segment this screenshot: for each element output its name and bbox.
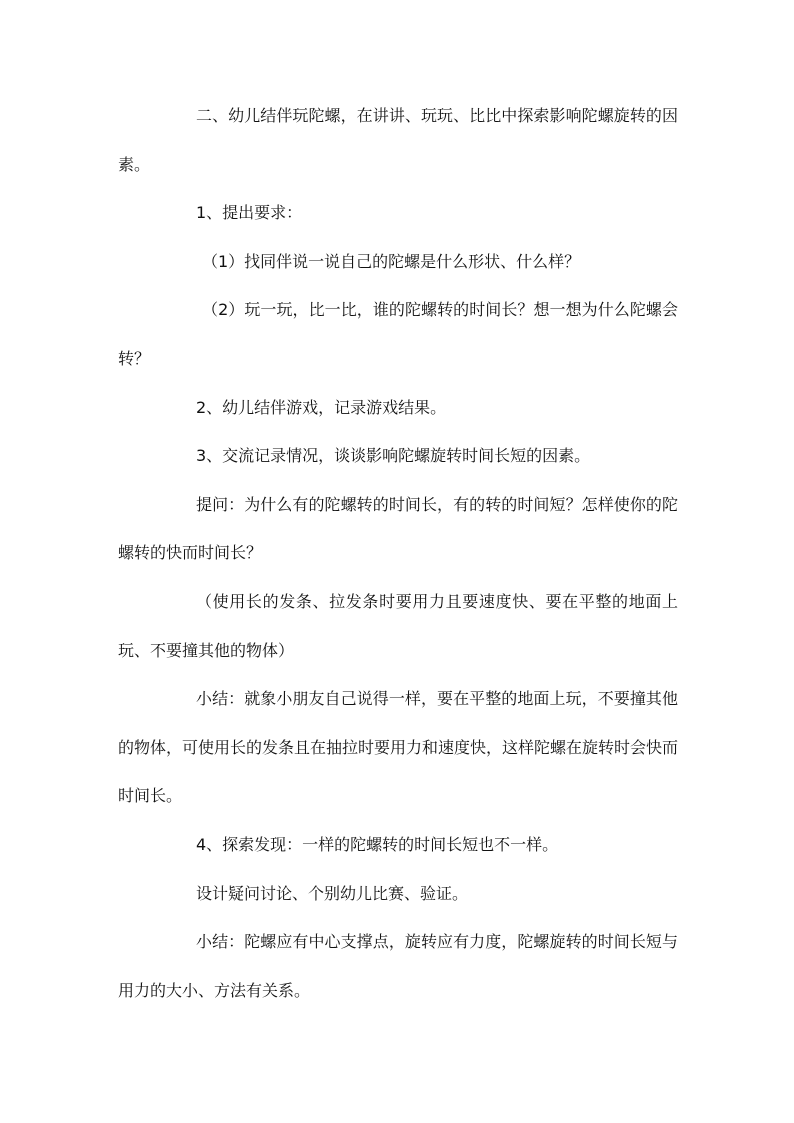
sub-item-1: （1）找同伴说一说自己的陀螺是什么形状、什么样？ <box>202 251 581 271</box>
item-1-requirements: 1、提出要求： <box>196 203 303 223</box>
section-heading-2: 二、幼儿结伴玩陀螺，在讲讲、玩玩、比比中探索影响陀螺旋转的因素。 <box>118 106 678 174</box>
answer-note: （使用长的发条、拉发条时要用力且要速度快、要在平整的地面上玩、不要撞其他的物体） <box>118 591 678 660</box>
design-paragraph: 设计疑问讨论、个别幼儿比赛、验证。 <box>196 883 469 903</box>
summary-paragraph-1: 小结：就象小朋友自己说得一样，要在平整的地面上玩，不要撞其他的物体，可使用长的发条且在抽拉时要用力和速度快，这样陀螺在旋转时会快而时间长。 <box>118 689 679 806</box>
sub-item-2: （2）玩一玩，比一比，谁的陀螺转的时间长？想一想为什么陀螺会转？ <box>118 300 678 368</box>
item-4-explore: 4、探索发现：一样的陀螺转的时间长短也不一样。 <box>196 834 559 854</box>
item-2-play: 2、幼儿结伴游戏，记录游戏结果。 <box>196 397 447 417</box>
question-paragraph: 提问：为什么有的陀螺转的时间长，有的转的时间短？怎样使你的陀螺转的快而时间长？ <box>118 494 678 563</box>
summary-paragraph-2: 小结：陀螺应有中心支撑点，旋转应有力度，陀螺旋转的时间长短与用力的大小、方法有关系。 <box>118 932 678 1000</box>
item-3-discuss: 3、交流记录情况，谈谈影响陀螺旋转时间长短的因素。 <box>196 446 591 466</box>
document-body <box>118 92 678 1015</box>
